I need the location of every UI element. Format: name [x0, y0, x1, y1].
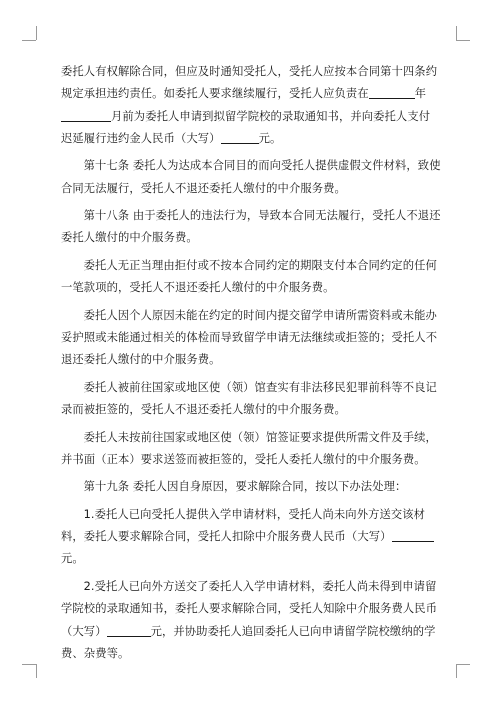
- clause-17: 第十七条 委托人为达成本合同目的而向受托人提供虚假文件材料，致使合同无法履行，受托人不退还委托人缴付的中介服务费。: [61, 159, 441, 195]
- paragraph-text: 月前为委托人申请到拟留学院校的录取通知书，并向委托人支付迟延履行违约金人民币（大写）: [61, 109, 431, 145]
- paragraph-text: 元，并协助委托人追回委托人已向申请留学院校缴纳的学费、杂费等。: [61, 624, 436, 660]
- blank-year-field[interactable]: [369, 84, 415, 99]
- clause-19-item-2: [61, 576, 441, 665]
- blank-amount-field-continued[interactable]: [137, 622, 151, 637]
- paragraph-text: 元。: [258, 131, 282, 145]
- paragraph-breach-continuation: [61, 61, 441, 150]
- paragraph-personal-reasons: 委托人因个人原因未能在约定的时间内提交留学申请所需资料或未能办妥护照或未能通过相关的体检而导致留学申请无法继续或拒签的；受托人不退还委托人缴付的中介服务费。: [61, 308, 438, 367]
- blank-amount-field[interactable]: [107, 622, 137, 637]
- paragraph-payment-refusal: 委托人无正当理由拒付或不按本合同约定的期限支付本合同约定的任何一笔款项的，受托人不退还委托人缴付的中介服务费。: [61, 258, 437, 295]
- paragraph-text: 年: [414, 87, 427, 101]
- paragraph-text: 1.委托人已向受托人提供入学申请材料，受托人尚未向外方送交该材料，委托人要求解除合同，受托人扣除中介服务费人民币（大写）: [61, 507, 426, 544]
- blank-month-field[interactable]: [61, 107, 111, 122]
- document-body: [61, 61, 441, 670]
- blank-amount-field[interactable]: [392, 527, 434, 542]
- clause-18: 第十八条 由于委托人的违法行为，导致本合同无法履行，受托人不退还委托人缴付的中介服务费。: [61, 209, 441, 245]
- paragraph-criminal-record: 委托人被前往国家或地区使（领）馆查实有非法移民犯罪前科等不良记录而被拒签的，受托人不退还委托人缴付的中介服务费。: [61, 380, 437, 417]
- paragraph-visa-documents: 委托人未按前往国家或地区使（领）馆签证要求提供所需文件及手续，并书面（正本）要求送签而被拒签的，受托人委托人缴付的中介服务费。: [61, 430, 437, 466]
- clause-19-item-1: [61, 504, 441, 571]
- clause-19: 第十九条 委托人因自身原因，要求解除合同，按以下办法处理：: [83, 480, 407, 494]
- paragraph-text: 2.受托人已向外方送交了委托人入学申请材料，委托人尚未得到申请留学院校的录取通知书，委托人要求解除合同，受托人知除中介服务费人民币（大写）: [61, 579, 438, 638]
- paragraph-text: 元。: [61, 552, 84, 566]
- blank-amount-field[interactable]: [221, 129, 259, 144]
- paragraph-text: 委托人有权解除合同，但应及时通知受托人，受托人应按本合同第十四条约规定承担违约责任。如委托人要求继续履行，受托人应负责在: [61, 65, 438, 101]
